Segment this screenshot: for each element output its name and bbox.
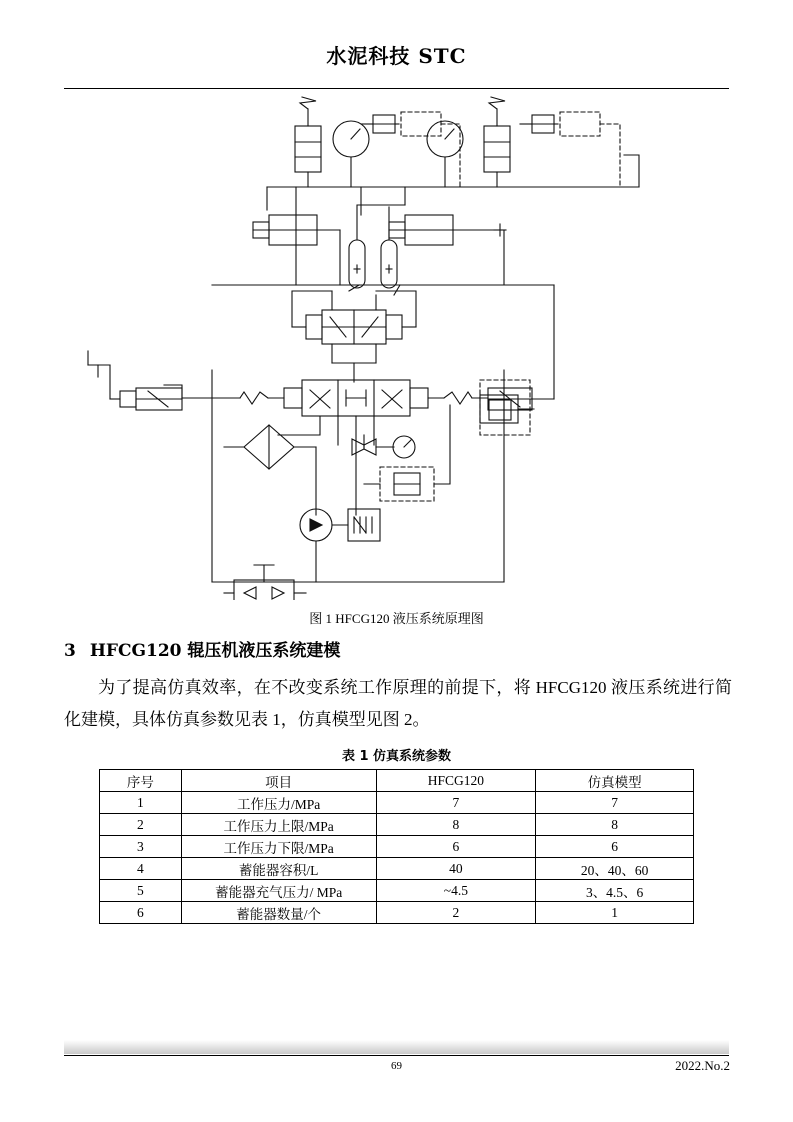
table-cell: 7	[536, 792, 694, 814]
table-header-row	[100, 770, 694, 792]
table-row	[100, 792, 694, 814]
parameters-table	[99, 769, 694, 924]
table-cell: 工作压力/MPa	[181, 792, 376, 814]
body-paragraph: 为了提高仿真效率，在不改变系统工作原理的前提下，将 HFCG120 液压系统进行简化建模，具体仿真参数见表 1，仿真模型见图 2。	[64, 678, 732, 729]
page-number: 69	[391, 1060, 402, 1072]
footer-shading	[64, 1040, 729, 1054]
table-cell: 3	[100, 836, 182, 858]
table-cell: 6	[376, 836, 536, 858]
table-header-cell: 仿真模型	[536, 770, 694, 792]
table-cell: 6	[100, 902, 182, 924]
table-cell: 2	[376, 902, 536, 924]
section-title: HFCG120 辊压机液压系统建模	[89, 641, 341, 661]
hydraulic-system-schematic	[64, 95, 729, 600]
page-header	[64, 40, 729, 69]
header-divider	[64, 88, 729, 89]
issue-label: 2022.No.2	[675, 1058, 730, 1073]
table-cell: 工作压力下限/MPa	[181, 836, 376, 858]
table-cell: 蓄能器容积/L	[181, 858, 376, 880]
table-cell: 蓄能器数量/个	[181, 902, 376, 924]
table-header-cell: 项目	[181, 770, 376, 792]
table-cell: 蓄能器充气压力/ MPa	[181, 880, 376, 902]
table-cell: 7	[376, 792, 536, 814]
table-cell: 1	[536, 902, 694, 924]
table-cell: 6	[536, 836, 694, 858]
table-header-cell: HFCG120	[376, 770, 536, 792]
section-number: 3	[64, 641, 76, 661]
table-row	[100, 814, 694, 836]
table-row	[100, 902, 694, 924]
table-cell: 3、4.5、6	[536, 880, 694, 902]
table-cell: ~4.5	[376, 880, 536, 902]
table-cell: 8	[536, 814, 694, 836]
table-row	[100, 836, 694, 858]
table-cell: 5	[100, 880, 182, 902]
table-caption: 表 1 仿真系统参数	[341, 749, 452, 764]
table-cell: 2	[100, 814, 182, 836]
table-row	[100, 880, 694, 902]
footer-divider	[64, 1055, 729, 1056]
table-cell: 4	[100, 858, 182, 880]
table-row	[100, 858, 694, 880]
table-cell: 40	[376, 858, 536, 880]
figure-caption: 图 1 HFCG120 液压系统原理图	[309, 611, 484, 626]
table-cell: 工作压力上限/MPa	[181, 814, 376, 836]
journal-title: 水泥科技 STC	[326, 44, 467, 68]
table-cell: 8	[376, 814, 536, 836]
table-header-cell: 序号	[100, 770, 182, 792]
section-heading	[64, 636, 729, 661]
table-cell: 20、40、60	[536, 858, 694, 880]
table-cell: 1	[100, 792, 182, 814]
